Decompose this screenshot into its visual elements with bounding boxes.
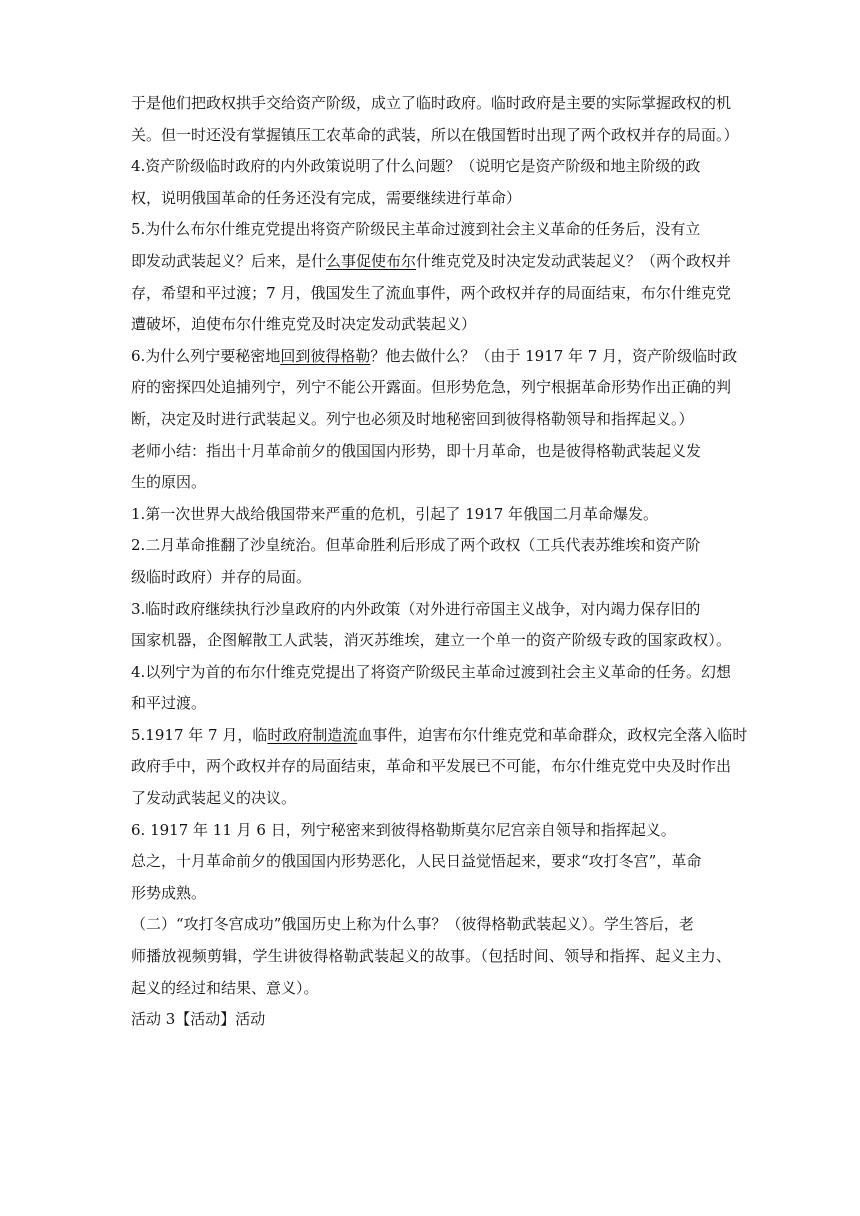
text-line: [131, 878, 731, 910]
text-segment: 5.为什么布尔什维克党提出将资产阶级民主革命过渡到社会主义革命的任务后，没有立: [131, 220, 701, 239]
text-segment: 权，说明俄国革命的任务还没有完成，需要继续进行革命）: [131, 188, 522, 207]
text-line: [131, 341, 738, 373]
text-segment: 起义的经过和结果、意义）。: [131, 978, 319, 997]
underlined-text: 么事促使布尔: [326, 251, 417, 270]
text-segment: 于是他们把政权拱手交给资产阶级，成立了临时政府。临时政府是主要的实际掌握政权的机: [131, 94, 732, 112]
text-segment: 级临时政府）并存的局面。: [131, 567, 312, 586]
text-segment: 6.为什么列宁要秘密地: [131, 346, 281, 365]
text-segment: 断，决定及时进行武装起义。列宁也必须及时地秘密回到彼得格勒领导和指挥起义。）: [131, 409, 694, 428]
text-segment: 5.1917 年 7 月，临: [131, 725, 268, 744]
text-line: [131, 246, 731, 278]
text-line: [131, 372, 731, 404]
text-line: [131, 846, 731, 878]
text-line: [131, 657, 731, 689]
text-segment: 政府手中，两个政权并存的局面结束，革命和平发展已不可能，布尔什维克党中央及时作出: [131, 757, 732, 776]
text-segment: 生的原因。: [131, 473, 207, 492]
underlined-text: 时政府制造流: [267, 725, 358, 744]
text-line: [131, 688, 731, 720]
text-segment: 师播放视频剪辑，学生讲彼得格勒武装起义的故事。（包括时间、领导和指挥、起义主力、: [131, 947, 731, 966]
text-line: [131, 88, 731, 120]
text-line: [131, 183, 731, 215]
text-segment: 总之，十月革命前夕的俄国国内形势恶化，人民日益觉悟起来，要求“攻打冬宫”，革命: [131, 852, 702, 871]
text-segment: （二）“攻打冬宫成功”俄国历史上称为什么事？（彼得格勒武装起义）。学生答后，老: [131, 915, 694, 934]
text-segment: 国家机器，企图解散工人武装，消灭苏维埃，建立一个单一的资产阶级专政的国家政权）。: [131, 631, 731, 650]
text-line: [131, 120, 739, 152]
text-segment: 3.临时政府继续执行沙皇政府的内外政策（对外进行帝国主义战争，对内竭力保存旧的: [131, 599, 701, 618]
text-line: [131, 309, 731, 341]
text-segment: 形势成熟。: [131, 883, 207, 902]
underlined-text: 回到彼得格勒: [280, 346, 371, 365]
text-line: [131, 151, 731, 183]
text-segment: ？他去做什么？（由于 1917 年 7 月，资产阶级临时政: [370, 346, 738, 365]
text-line: [131, 973, 731, 1005]
text-line: [131, 562, 731, 594]
text-segment: 和平过渡。: [131, 694, 207, 713]
text-line: [131, 751, 731, 783]
text-line: [131, 499, 731, 531]
text-segment: 4.以列宁为首的布尔什维克党提出了将资产阶级民主革命过渡到社会主义革命的任务。幻想: [131, 662, 731, 681]
text-line: [131, 720, 748, 752]
text-segment: 府的密探四处追捕列宁，列宁不能公开露面。但形势危急，列宁根据革命形势作出正确的判: [131, 378, 732, 397]
text-line: [131, 594, 731, 626]
text-line: [131, 941, 731, 973]
text-line: [131, 404, 731, 436]
text-segment: 关。但一时还没有掌握镇压工农革命的武装，所以在俄国暂时出现了两个政权并存的局面。）: [131, 125, 739, 144]
text-line: [131, 1004, 731, 1036]
text-segment: 4.资产阶级临时政府的内外政策说明了什么问题？（说明它是资产阶级和地主阶级的政: [131, 157, 701, 176]
text-line: [131, 530, 731, 562]
text-line: [131, 214, 731, 246]
document-body: [131, 88, 748, 1036]
text-segment: 6. 1917 年 11 月 6 日，列宁秘密来到彼得格勒斯莫尔尼宫亲自领导和指挥起义。: [131, 820, 676, 839]
text-line: [131, 783, 731, 815]
text-segment: 什维克党及时决定发动武装起义？（两个政权并: [416, 251, 732, 270]
text-segment: 即发动武装起义？后来，是什: [131, 251, 327, 270]
text-line: [131, 625, 731, 657]
text-line: [131, 436, 731, 468]
text-segment: 老师小结：指出十月革命前夕的俄国国内形势，即十月革命，也是彼得格勒武装起义发: [131, 441, 702, 460]
text-line: [131, 815, 731, 847]
text-segment: 了发动武装起义的决议。: [131, 789, 297, 808]
text-line: [131, 909, 731, 941]
text-segment: 血事件，迫害布尔什维克党和革命群众，政权完全落入临时: [357, 725, 748, 744]
text-segment: 存，希望和平过渡；7 月，俄国发生了流血事件，两个政权并存的局面结束，布尔什维克党: [131, 283, 731, 302]
text-segment: 1.第一次世界大战给俄国带来严重的危机，引起了 1917 年俄国二月革命爆发。: [131, 504, 659, 523]
text-segment: 2.二月革命推翻了沙皇统治。但革命胜利后形成了两个政权（工兵代表苏维埃和资产阶: [131, 536, 701, 555]
text-segment: 遭破坏，迫使布尔什维克党及时决定发动武装起义）: [131, 315, 477, 334]
text-segment: 活动 3【活动】活动: [131, 1010, 266, 1029]
text-line: [131, 278, 731, 310]
text-line: [131, 467, 731, 499]
